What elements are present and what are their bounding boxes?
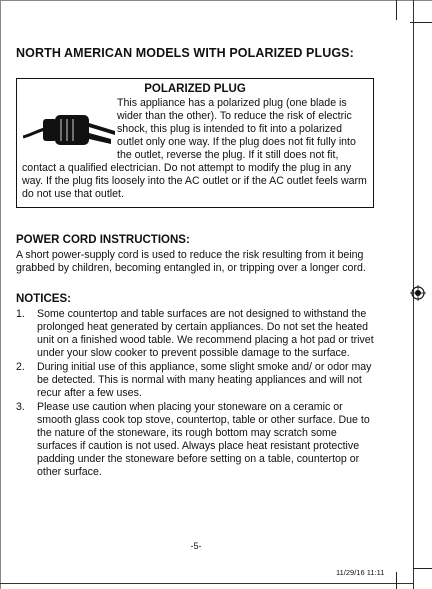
registration-mark-icon <box>410 285 426 301</box>
crop-mark <box>410 22 432 23</box>
page-edge <box>0 0 432 1</box>
list-item <box>16 361 378 400</box>
page-edge <box>0 0 1 589</box>
item-number: 3. <box>16 401 25 413</box>
print-timestamp: 11/29/16 11:11 <box>336 568 385 577</box>
power-cord-text: A short power-supply cord is used to reduce the risk resulting from it being grabbed by children, becoming entangled in, or tripping over a longer cord. <box>16 249 366 274</box>
crop-mark <box>396 0 397 20</box>
item-text: Please use caution when placing your stoneware on a ceramic or smooth glass cook top stove, countertop, table or other surface. Due to the nature of the stoneware, its rough bottom may scratch some surfaces if caution is not used. Always place heat resistant protective padding under the stoneware before setting on a table, countertop or other surface. <box>37 401 370 478</box>
crop-mark <box>396 572 397 589</box>
item-number: 1. <box>16 308 25 320</box>
page-number: -5- <box>190 541 202 551</box>
notices-list <box>16 308 378 480</box>
item-text: Some countertop and table surfaces are not designed to withstand the prolonged heat generated by certain appliances. Do not set the heated unit on a finished wood table. We recommend placing a hot pad or trivet under your slow cooker to prevent possible damage to the surface. <box>37 308 374 359</box>
crop-mark <box>413 568 432 569</box>
section-heading: NORTH AMERICAN MODELS WITH POLARIZED PLUGS: <box>16 46 354 60</box>
power-cord-heading: POWER CORD INSTRUCTIONS: <box>16 234 190 246</box>
box-title: POLARIZED PLUG <box>144 83 246 95</box>
list-item <box>16 308 378 360</box>
item-text: During initial use of this appliance, some slight smoke and/ or odor may be detected. This is normal with many heating appliances and will not recur after a few uses. <box>37 361 372 399</box>
box-body-text: This appliance has a polarized plug (one blade is wider than the other). To reduce the risk of electric shock, this plug is intended to fit into a polarized outlet only one way. If the plug does not fit fully into the outlet, reverse the plug. If it still does not fit, contact a qualified electrician. Do not attempt to modify the plug in any way. If the plug fits loosely into the AC outlet or if the AC outlet feels warm do not use that outlet. <box>22 97 367 200</box>
polarized-plug-box <box>16 78 374 208</box>
list-item <box>16 401 378 479</box>
trim-line <box>0 583 413 584</box>
item-number: 2. <box>16 361 25 373</box>
polarized-plug-text <box>22 97 368 201</box>
notices-heading: NOTICES: <box>16 293 71 305</box>
